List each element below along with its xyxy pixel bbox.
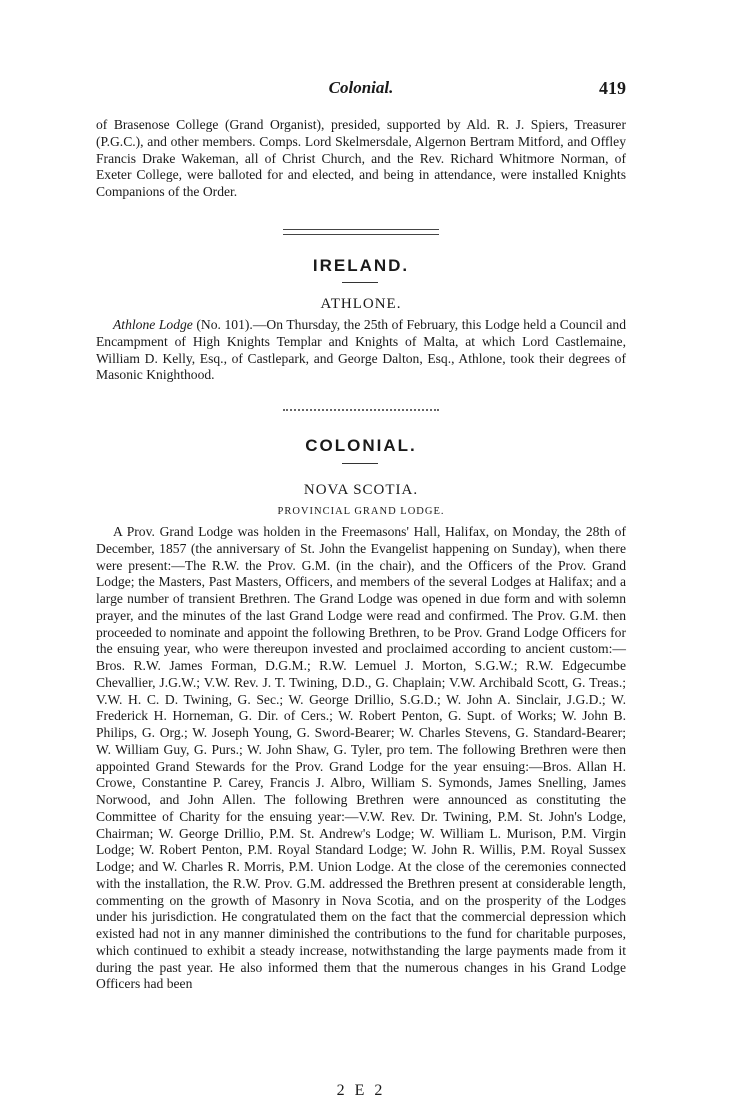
page-number: 419 (599, 78, 626, 98)
athlone-subheading: ATHLONE. (320, 296, 402, 312)
heading-rule (342, 282, 378, 283)
running-head: Colonial. (328, 78, 394, 97)
provincial-grand-lodge-heading: PROVINCIAL GRAND LODGE. (277, 506, 445, 517)
intro-paragraph-block (96, 117, 626, 201)
colonial-paragraph-block (96, 524, 626, 993)
intro-paragraph: of Brasenose College (Grand Organist), presided, supported by Ald. R. J. Spiers, Treasurer (P.G.C.), and other members. Comps. Lord Skelmersdale, Algernon Bertram Mitford, and Offley Francis Drake Wakeman, all of Christ Church, and the Rev. Richard Whitmore Norman, of Exeter College, were balloted for and elected, and being in attendance, were installed Knights Companions of the Order. (96, 117, 626, 199)
printer-signature: 2 E 2 (336, 1082, 386, 1099)
athlone-paragraph (96, 317, 626, 384)
athlone-text: (No. 101).—On Thursday, the 25th of February, this Lodge held a Council and Encampment of High Knights Templar and Knights of Malta, at which Lord Castlemaine, William D. Kelly, Esq., of Castlepark, and George Dalton, Esq., Athlone, took their degrees of Masonic Knighthood. (96, 317, 626, 383)
nova-scotia-subheading: NOVA SCOTIA. (303, 482, 419, 498)
lodge-name: Athlone Lodge (113, 317, 193, 332)
section-divider-dotted (283, 409, 439, 411)
heading-rule (342, 463, 378, 464)
page-header (96, 78, 626, 102)
colonial-paragraph: A Prov. Grand Lodge was holden in the Freemasons' Hall, Halifax, on Monday, the 28th of December, 1857 (the anniversary of St. John the Evangelist happening on Sunday), when there were present:—The R.W. the Prov. G.M. (in the chair), and the Officers of the Prov. Grand Lodge; the Masters, Past Masters, Officers, and members of the several Lodges at Halifax; and a large number of transient Brethren. The Grand Lodge was opened in due form and with solemn prayer, and the minutes of the last Grand Lodge were read and confirmed. The Prov. G.M. then proceeded to nominate and appoint the following Brethren, to be Prov. Grand Lodge Officers for the ensuing year, who were thereupon invested and proclaimed according to ancient custom:—Bros. R.W. James Forman, D.G.M.; R.W. Lemuel J. Morton, S.G.W.; R.W. Edgecumbe Chevallier, J.G.W.; V.W. Rev. J. T. Twining, D.D., G. Chaplain; V.W. Archibald Scott, G. Treas.; V.W. H. C. D. Twining, G. Sec.; W. George Drillio, S.G.D.; W. John A. Sinclair, J.G.D.; W. Frederick H. Horneman, G. Dir. of Cers.; W. Robert Penton, G. Supt. of Works; W. John B. Philips, G. Org.; W. Joseph Young, G. Sword-Bearer; W. Charles Stevens, G. Standard-Bearer; W. William Guy, G. Purs.; W. John Shaw, G. Tyler, pro tem. The following Brethren were then appointed Grand Stewards for the Prov. Grand Lodge for the year ensuing:—Bros. Allan H. Crowe, Constantine P. Carey, Francis J. Albro, William S. Symonds, James Snelling, James Norwood, and John Allen. The following Brethren were announced as constituting the Committee of Charity for the ensuing year:—V.W. Rev. Dr. Twining, P.M. St. John's Lodge, Chairman; W. George Drillio, P.M. St. Andrew's Lodge; W. William L. Murison, P.M. Virgin Lodge; W. Robert Penton, P.M. Royal Standard Lodge; W. John R. Willis, P.M. Royal Sussex Lodge; and W. Charles R. Morris, P.M. Union Lodge. At the close of the ceremonies connected with the installation, the R.W. Prov. G.M. addressed the Brethren present at considerable length, commenting on the growth of Masonry in Nova Scotia, and on the prosperity of the Lodges under his jurisdiction. He congratulated them on the fact that the commercial depression which existed had not in any manner diminished the contributions to the fund for charitable purposes, which continued to exhibit a steady increase, notwithstanding the large payments made from it during the past year. He also informed them that the numerous changes in his Grand Lodge Officers had been (96, 524, 626, 992)
section-divider (283, 229, 439, 235)
colonial-heading: COLONIAL. (305, 436, 417, 455)
ireland-heading: IRELAND. (312, 256, 410, 275)
athlone-paragraph-block (96, 317, 626, 384)
